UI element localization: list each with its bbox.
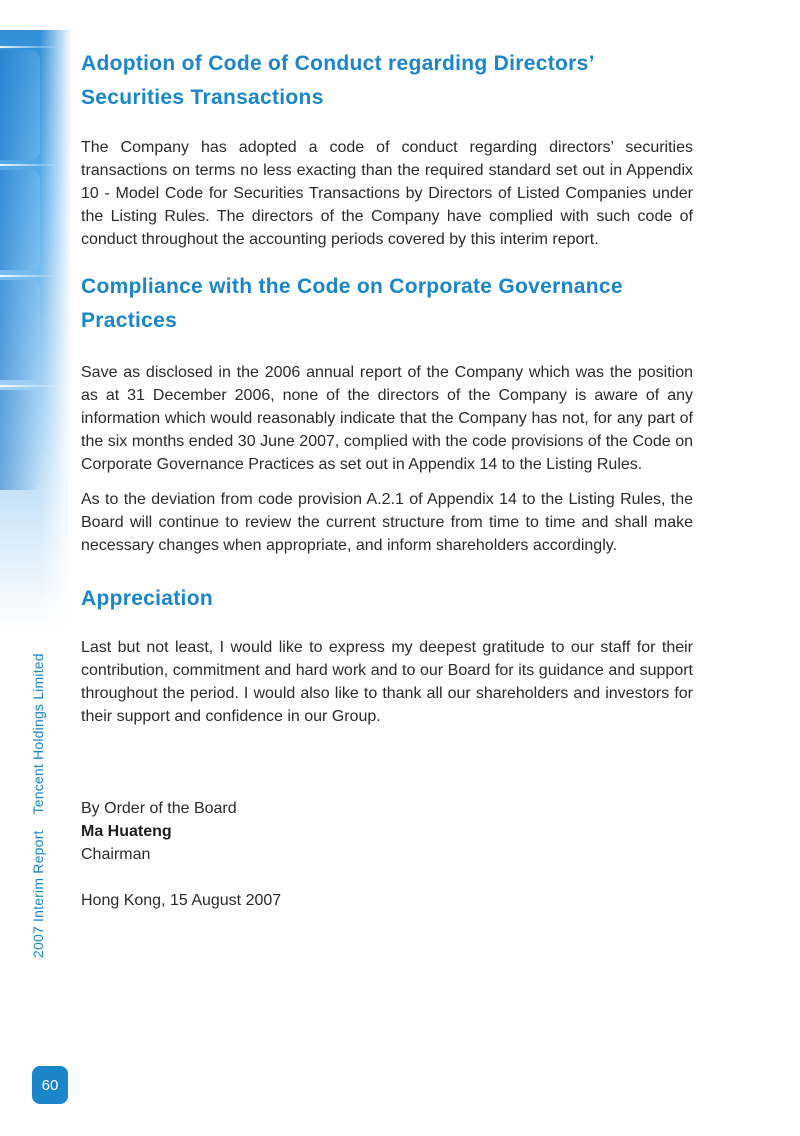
company-name: Tencent Holdings Limited [30,653,46,815]
heading-appreciation: Appreciation [81,587,213,610]
decorative-side-band [0,30,72,630]
band-line [0,46,60,48]
band-line [0,275,60,277]
signature-block [81,797,693,912]
paragraph-compliance-1: Save as disclosed in the 2006 annual report of the Company which was the position as at 31 December 2006, none of the directors of the Company is aware of any information which would reasonably indicate that the Company has not, for any part of the six months ended 30 June 2007, complied with the code provisions of the Code on Corporate Governance Practices as set out in Appendix 14 to the Listing Rules. [81,364,693,473]
heading-compliance: Compliance with the Code on Corporate Governance Practices [81,275,623,332]
band-block [0,390,40,490]
side-running-header [30,653,46,958]
page-number: 60 [32,1066,68,1104]
paragraph-compliance-2: As to the deviation from code provision A.2.1 of Appendix 14 to the Listing Rules, the Board will continue to review the current structure from time to time and shall make necessary changes when appropriate, and inform shareholders accordingly. [81,491,693,554]
heading-code-of-conduct: Adoption of Code of Conduct regarding Directors’ Securities Transactions [81,52,594,109]
report-name: 2007 Interim Report [30,830,46,958]
band-line [0,385,60,387]
band-block [0,280,40,380]
band-block [0,170,40,270]
place-date: Hong Kong, 15 August 2007 [81,892,282,909]
band-block [0,50,40,160]
paragraph-appreciation: Last but not least, I would like to express my deepest gratitude to our staff for their contribution, commitment and hard work and to our Board for its guidance and support throughout the period. I would also like to thank all our shareholders and investors for their support and confidence in our Group. [81,639,693,725]
paragraph-code-of-conduct: The Company has adopted a code of conduct regarding directors’ securities transactions on terms no less exacting than the required standard set out in Appendix 10 - Model Code for Securities Transactions by Directors of Listed Companies under the Listing Rules. The directors of the Company have complied with such code of conduct throughout the accounting periods covered by this interim report. [81,139,693,248]
signature-line: By Order of the Board [81,800,237,817]
signatory-name: Ma Huateng [81,823,172,840]
signatory-role: Chairman [81,846,151,863]
main-content [81,44,693,912]
band-line [0,164,60,166]
